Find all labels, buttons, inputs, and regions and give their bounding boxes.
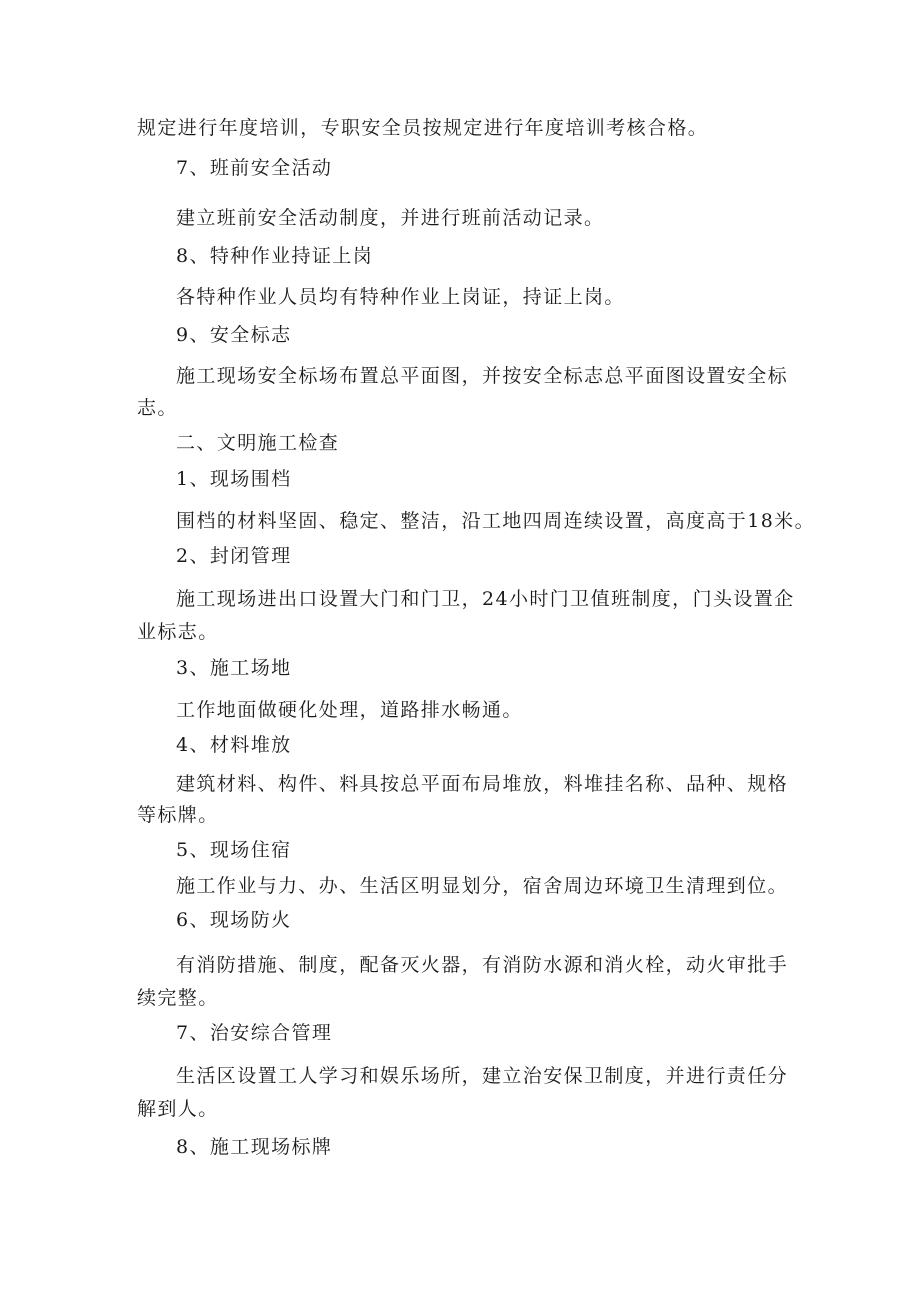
section-heading: 1、现场围档 [176,468,292,490]
text-line: 施工现场安全标场布置总平面图，并按安全标志总平面图设置安全标 [176,365,789,387]
text-line: 等标牌。 [137,804,219,826]
text-line: 志。 [137,397,178,419]
text-line: 施工作业与力、办、生活区明显划分，宿舍周边环境卫生清理到位。 [176,875,789,897]
section-heading: 3、施工场地 [176,657,292,679]
section-heading: 7、班前安全活动 [176,157,333,179]
text-line: 生活区设置工人学习和娱乐场所，建立治安保卫制度，并进行责任分 [176,1065,789,1087]
text-line: 业标志。 [137,621,219,643]
text-line: 施工现场进出口设置大门和门卫，24小时门卫值班制度，门头设置企 [176,588,795,610]
text-line: 有消防措施、制度，配备灭火器，有消防水源和消火栓，动火审批手 [176,954,789,976]
section-heading: 4、材料堆放 [176,734,292,756]
text-line: 建立班前安全活动制度，并进行班前活动记录。 [176,207,605,229]
section-heading: 5、现场住宿 [176,839,292,861]
section-heading: 9、安全标志 [176,324,292,346]
text-line: 续完整。 [137,987,219,1009]
text-line: 工作地面做硬化处理，道路排水畅通。 [176,699,523,721]
text-line: 解到人。 [137,1098,219,1120]
text-line: 规定进行年度培训，专职安全员按规定进行年度培训考核合格。 [137,117,709,139]
section-heading: 6、现场防火 [176,909,292,931]
section-heading: 8、施工现场标牌 [176,1136,333,1158]
section-heading: 8、特种作业持证上岗 [176,245,374,267]
text-line: 围档的材料坚固、稳定、整洁，沿工地四周连续设置，高度高于18米。 [176,510,815,532]
text-line: 建筑材料、构件、料具按总平面布局堆放，料堆挂名称、品种、规格 [176,773,789,795]
text-line: 各特种作业人员均有特种作业上岗证，持证上岗。 [176,286,625,308]
section-heading: 2、封闭管理 [176,545,292,567]
section-heading: 7、治安综合管理 [176,1022,333,1044]
chapter-heading: 二、文明施工检查 [176,432,340,454]
